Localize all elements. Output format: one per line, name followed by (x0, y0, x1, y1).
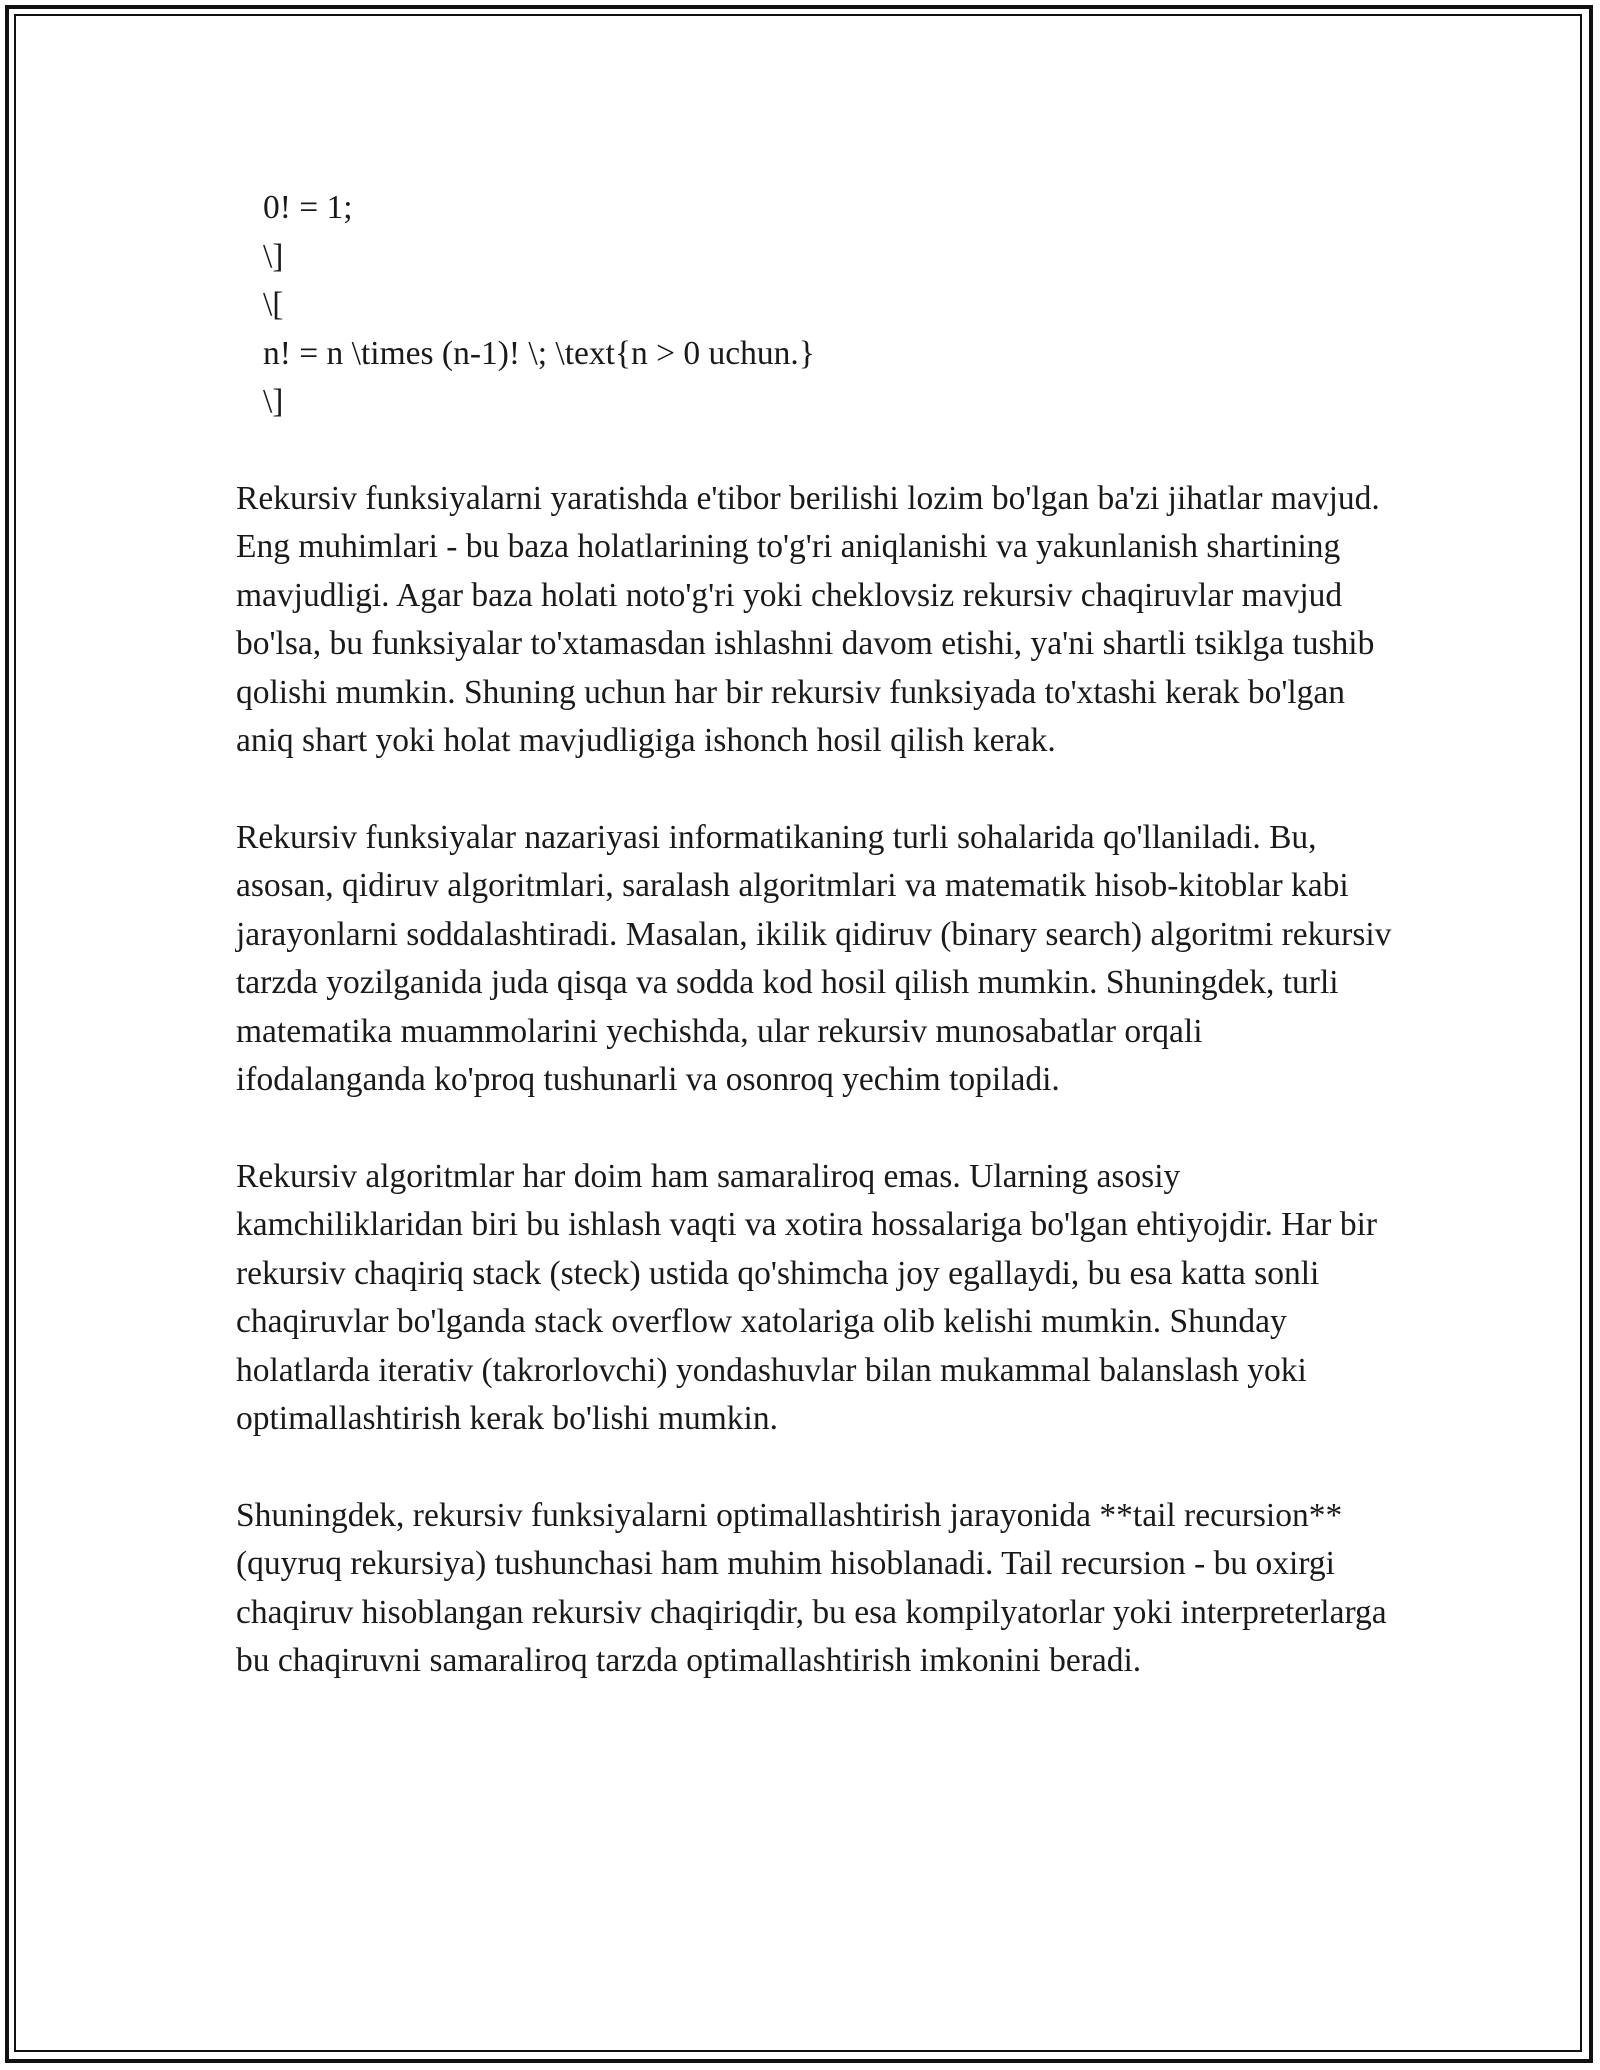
paragraph-tail-recursion: Shuningdek, rekursiv funksiyalarni optimallashtirish jarayonida **tail recursion** (quyruq rekursiya) tushunchasi ham muhim hisoblanadi. Tail recursion - bu oxirgi chaqiruv hisoblangan rekursiv chaqiriqdir, bu esa kompilyatorlar yoki interpreterlarga bu chaqiruvni samaraliroq tarzda optimallashtirish imkonini beradi. (236, 1496, 1387, 1679)
formula-line: \] (263, 383, 284, 420)
formula-line: n! = n \times (n-1)! \; \text{n > 0 uchun.} (263, 334, 815, 372)
formula-line: 0! = 1; (263, 189, 353, 226)
paragraph-applications: Rekursiv funksiyalar nazariyasi informatikaning turli sohalarida qo'llaniladi. Bu, asosan, qidiruv algoritmlari, saralash algoritmlari va matematik hisob-kitoblar kabi jarayonlarni soddalashtiradi. Masalan, ikilik qidiruv (binary search) algoritmi rekursiv tarzda yozilganida juda qisqa va sodda kod hosil qilish mumkin. Shuningdek, turli matematika muammolarini yechishda, ular rekursiv munosabatlar orqali ifodalanganda ko'proq tushunarli va osonroq yechim topiladi. (236, 818, 1392, 1098)
formula-line: \] (263, 237, 284, 275)
formula-line: \[ (263, 286, 284, 323)
paragraph-base-case: Rekursiv funksiyalarni yaratishda e'tibor berilishi lozim bo'lgan ba'zi jihatlar mavjud. Eng muhimlari - bu baza holatlarining to'g'ri aniqlanishi va yakunlanish shartining mavjudligi. Agar baza holati noto'g'ri yoki cheklovsiz rekursiv chaqiruvlar mavjud bo'lsa, bu funksiyalar to'xtamasdan ishlashni davom etishi, ya'ni shartli tsiklga tushib qolishi mumkin. Shuning uchun har bir rekursiv funksiyada to'xtashi kerak bo'lgan aniq shart yoki holat mavjudligiga ishonch hosil qilish kerak. (236, 479, 1380, 759)
paragraph-drawbacks: Rekursiv algoritmlar har doim ham samaraliroq emas. Ularning asosiy kamchiliklaridan biri bu ishlash vaqti va xotira hossalariga bo'lgan ehtiyojdir. Har bir rekursiv chaqiriq stack (steck) ustida qo'shimcha joy egallaydi, bu esa katta sonli chaqiruvlar bo'lganda stack overflow xatolariga olib kelishi mumkin. Shunday holatlarda iterativ (takrorlovchi) yondashuvlar bilan mukammal balanslash yoki optimallashtirish kerak bo'lishi mumkin. (236, 1157, 1378, 1437)
document-body (236, 184, 1396, 1686)
formula-block (263, 184, 1396, 427)
